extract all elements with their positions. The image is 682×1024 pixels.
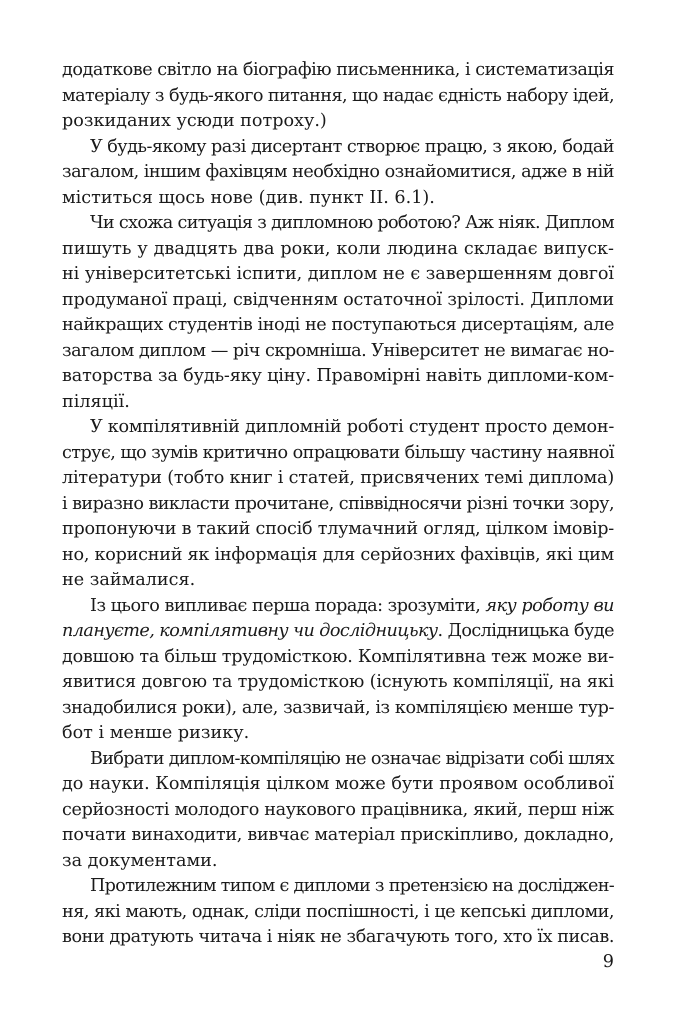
text-line: почати винаходити, вивчає матеріал прискіпливо, докладно, bbox=[62, 825, 614, 845]
paragraph-5 bbox=[62, 594, 614, 747]
text-line-mixed bbox=[62, 619, 614, 645]
paragraph-1 bbox=[62, 58, 614, 135]
text-line: У будь-якому разі дисертант створює працю, з якою, бодай bbox=[90, 136, 614, 157]
text-line: довшою та більш трудомісткою. Компілятивна теж може ви- bbox=[62, 646, 614, 667]
text-line: но, корисний як інформація для серйозних фахівців, які цим bbox=[62, 544, 614, 565]
plain-text: Із цього випливає перша порада: зрозуміти, bbox=[90, 595, 486, 616]
text-line: вони дратують читача і ніяк не збагачують того, хто їх писав. bbox=[62, 927, 614, 947]
text-line: найкращих студентів іноді не поступаються дисертаціям, але bbox=[62, 315, 614, 335]
text-line: літератури (тобто книг і статей, присвячених темі диплома) bbox=[62, 468, 614, 488]
text-line: загалом диплом — річ скромніша. Університет не вимагає но- bbox=[62, 340, 614, 361]
text-line: матеріалу з будь-якого питання, що надає єдність набору ідей, bbox=[62, 85, 614, 106]
text-line: ня, які мають, однак, сліди поспішності, і це кепські дипломи, bbox=[62, 901, 615, 922]
paragraph-6 bbox=[62, 747, 614, 875]
text-line: Вибрати диплом-компіляцію не означає відрізати собі шлях bbox=[90, 748, 614, 769]
paragraph-4 bbox=[62, 415, 614, 594]
plain-text: . Дослідницька буде bbox=[437, 621, 614, 641]
text-line: струє, що зумів критично опрацювати більшу частину наявної bbox=[62, 442, 614, 463]
text-line: до науки. Компіляція цілком може бути проявом особливої bbox=[62, 774, 614, 794]
text-line: розкиданих усюди потроху.) bbox=[62, 111, 327, 131]
text-line: пропонуючи в такий спосіб тлумачний огляд, цілком імовір- bbox=[62, 519, 614, 539]
text-line: знадобилися роки), але, зазвичай, із компіляцією менше тур- bbox=[62, 697, 614, 718]
text-line: додаткове світло на біографію письменника, і систематизація bbox=[62, 60, 614, 80]
text-line: піляції. bbox=[62, 391, 130, 412]
text-line: Чи схожа ситуація з дипломною роботою? Аж ніяк. Диплом bbox=[90, 213, 614, 233]
text-line: ваторства за будь-яку ціну. Правомірні навіть дипломи-ком- bbox=[62, 366, 614, 386]
italic-emphasis: плануєте, компілятивну чи дослідницьку bbox=[62, 621, 438, 641]
paragraph-3 bbox=[62, 211, 614, 415]
text-line: Протилежним типом є дипломи з претензією на досліджен- bbox=[90, 876, 614, 896]
paragraph-2 bbox=[62, 135, 614, 212]
text-line: загалом, іншим фахівцям необхідно ознайомитися, адже в ній bbox=[62, 162, 614, 182]
text-line: У компілятивній дипломній роботі студент просто демон- bbox=[90, 417, 614, 437]
text-line: продуманої праці, свідченням остаточної зрілості. Дипломи bbox=[62, 289, 614, 310]
text-line: міститься щось нове (див. пункт ІІ. 6.1). bbox=[62, 187, 435, 208]
text-line: серйозності молодого наукового працівника, який, перш ніж bbox=[62, 799, 614, 820]
page-number: 9 bbox=[602, 952, 614, 972]
text-line: ні університетські іспити, диплом не є завершенням довгої bbox=[62, 264, 614, 284]
body-text bbox=[62, 58, 614, 951]
text-line: не займалися. bbox=[62, 570, 196, 590]
text-line: бот і менше ризику. bbox=[62, 723, 250, 743]
text-line-mixed bbox=[62, 594, 614, 620]
text-line: явитися довгою та трудомісткою (існують компіляції, на які bbox=[62, 672, 614, 692]
paragraph-7 bbox=[62, 874, 614, 951]
text-line: пишуть у двадцять два роки, коли людина складає випуск- bbox=[62, 238, 614, 259]
italic-emphasis: яку роботу ви bbox=[485, 595, 614, 616]
text-line: за документами. bbox=[62, 850, 218, 871]
text-line: і виразно викласти прочитане, співвідносячи різні точки зору, bbox=[62, 493, 614, 514]
